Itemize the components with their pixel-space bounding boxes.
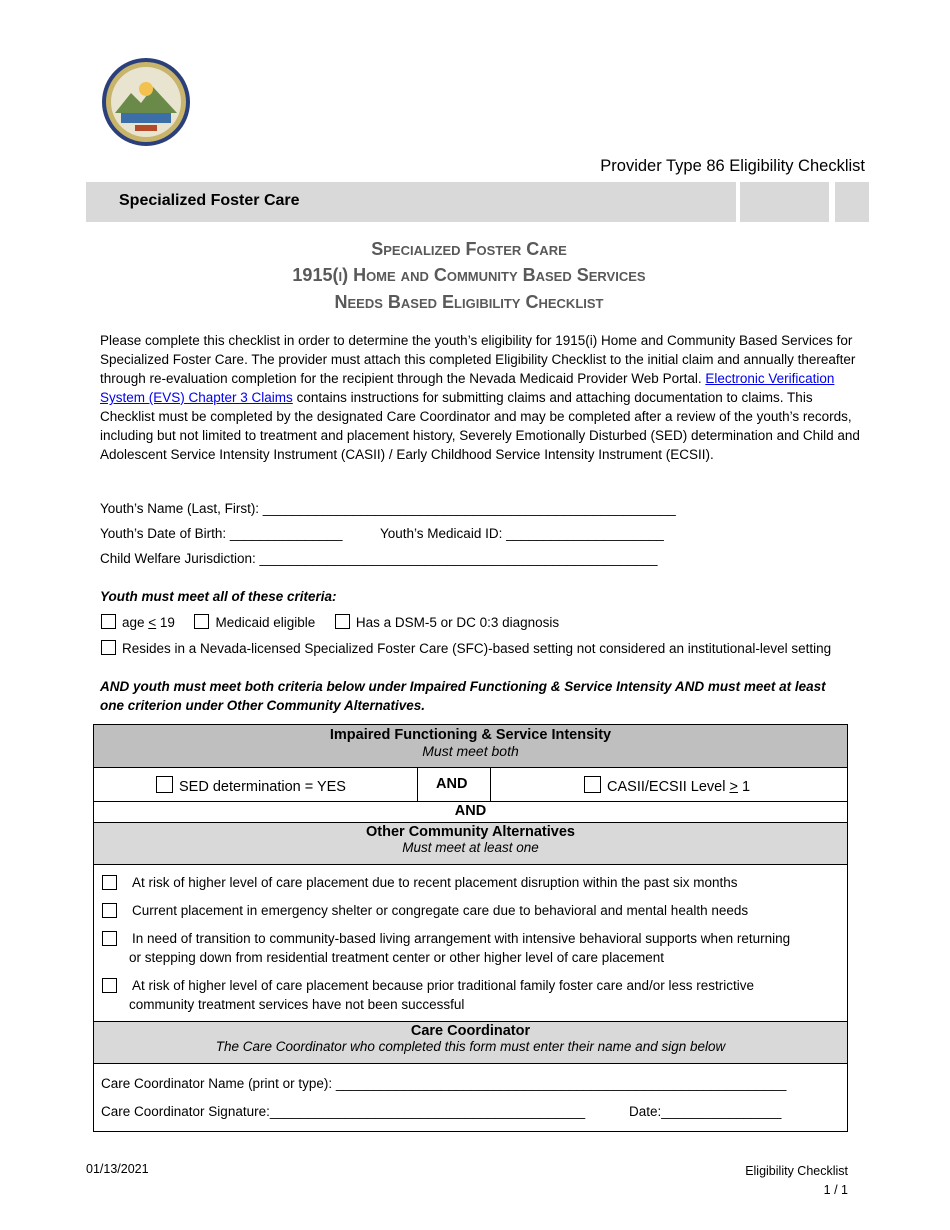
sed-label: SED determination = YES	[179, 779, 346, 795]
jurisdiction-field[interactable]: Child Welfare Jurisdiction: _____________________________________________________	[100, 551, 658, 566]
doc-title-line2: 1915(i) Home and Community Based Services	[292, 265, 646, 285]
option-4-checkbox[interactable]	[102, 978, 117, 993]
and-row: AND	[454, 803, 487, 819]
age-label	[122, 615, 175, 630]
banner-box	[835, 182, 869, 222]
coordinator-subtitle: The Care Coordinator who completed this form must enter their name and sign below	[215, 1039, 726, 1054]
impaired-title: Impaired Functioning & Service Intensity	[329, 727, 612, 743]
medicaid-eligible-checkbox[interactable]	[194, 614, 209, 629]
dob-field[interactable]: Youth’s Date of Birth: _______________	[100, 526, 343, 541]
option-2-text: Current placement in emergency shelter or congregate care due to behavioral and mental health needs	[132, 903, 749, 918]
casii-symbol: >	[729, 779, 738, 795]
sed-cell	[156, 776, 346, 795]
coordinator-name-field[interactable]: Care Coordinator Name (print or type): ____________________________________________________________	[101, 1076, 787, 1091]
criteria-title: Youth must meet all of these criteria:	[100, 589, 337, 604]
casii-value: 1	[737, 779, 751, 795]
sed-checkbox[interactable]	[156, 776, 173, 793]
option-1-text: At risk of higher level of care placement due to recent placement disruption within the past six months	[132, 875, 738, 890]
dsm-diagnosis-label: Has a DSM-5 or DC 0:3 diagnosis	[355, 615, 560, 630]
option-prior-care-failed	[102, 976, 842, 1014]
criteria-row-2	[101, 640, 831, 656]
casii-checkbox[interactable]	[584, 776, 601, 793]
age-symbol: <	[148, 615, 157, 630]
doc-title-line1: Specialized Foster Care	[371, 239, 567, 259]
age-value: 19	[156, 615, 175, 630]
option-3-text-2: or stepping down from residential treatment center or other higher level of care placement	[129, 950, 665, 965]
option-3-text-1: In need of transition to community-based living arrangement with intensive behavioral supports when returning	[132, 931, 791, 946]
footer-page: 1 / 1	[823, 1183, 848, 1197]
doc-title-line3: Needs Based Eligibility Checklist	[334, 292, 604, 312]
and-requirements-note: AND youth must meet both criteria below under Impaired Functioning & Service Intensity AND must meet at least one criterion under Other Community Alternatives.	[100, 679, 826, 713]
criteria-row-1	[101, 614, 559, 630]
evs-claims-link[interactable]: Electronic Verification System (EVS) Chapter 3 Claims	[100, 371, 835, 405]
banner-title: Specialized Foster Care	[119, 192, 300, 209]
intro-text-2: contains instructions for submitting claims and attaching documentation to claims. This Checklist must be completed by the designated Care Coordinator and may be completed after a review of the youth’s records, including but not limited to treatment and placement history, Severely Emotionally Disturbed (SED) determination and Child and Adolescent Service Intensity Instrument (CASII) / Early Childhood Service Intensity Instrument (ECSII).	[100, 390, 860, 462]
other-header	[94, 823, 847, 864]
coordinator-title: Care Coordinator	[410, 1023, 531, 1039]
footer-date: 01/13/2021	[86, 1162, 149, 1176]
resides-label: Resides in a Nevada-licensed Specialized Foster Care (SFC)-based setting not considered an institutional-level setting	[122, 641, 832, 656]
other-title: Other Community Alternatives	[366, 824, 575, 840]
impaired-header	[94, 725, 847, 767]
casii-prefix: CASII/ECSII Level	[607, 779, 730, 795]
coordinator-date-field[interactable]: Date:________________	[629, 1104, 782, 1119]
banner-box	[740, 182, 829, 222]
option-4-text-1: At risk of higher level of care placement because prior traditional family foster care and/or less restrictive	[132, 978, 755, 993]
dsm-diagnosis-checkbox[interactable]	[335, 614, 350, 629]
impaired-subtitle: Must meet both	[422, 743, 519, 759]
option-3-checkbox[interactable]	[102, 931, 117, 946]
intro-paragraph	[100, 331, 860, 464]
medicaid-id-field[interactable]: Youth’s Medicaid ID: _____________________	[380, 526, 664, 541]
nevada-seal-logo	[101, 57, 191, 147]
age-checkbox[interactable]	[101, 614, 116, 629]
intro-text-1: Please complete this checklist in order to determine the youth’s eligibility for 1915(i) Home and Community Based Services for Specialized Foster Care. The provider must attach this completed Eligibility Checklist to the initial claim and annually thereafter through re-evaluation completion for the recipient through the Nevada Medicaid Provider Web Portal.	[100, 333, 856, 386]
youth-name-field[interactable]: Youth’s Name (Last, First): _______________________________________________________	[100, 501, 676, 516]
casii-cell	[584, 776, 750, 795]
resides-checkbox[interactable]	[101, 640, 116, 655]
coordinator-signature-field[interactable]: Care Coordinator Signature:__________________________________________	[101, 1104, 586, 1119]
option-emergency-shelter	[102, 901, 842, 920]
option-placement-disruption	[102, 873, 842, 892]
and-cell: AND	[436, 776, 468, 792]
age-prefix: age	[122, 615, 149, 630]
medicaid-eligible-label: Medicaid eligible	[215, 615, 316, 630]
impaired-criteria-row	[94, 768, 847, 801]
footer-right	[745, 1162, 848, 1200]
option-4-text-2: community treatment services have not been successful	[129, 997, 465, 1012]
option-1-checkbox[interactable]	[102, 875, 117, 890]
option-transition	[102, 929, 842, 967]
provider-type-heading: Provider Type 86 Eligibility Checklist	[600, 157, 865, 175]
other-subtitle: Must meet at least one	[402, 840, 539, 855]
option-2-checkbox[interactable]	[102, 903, 117, 918]
eligibility-table	[93, 724, 848, 1132]
coordinator-header	[94, 1022, 847, 1063]
footer-label: Eligibility Checklist	[745, 1164, 848, 1178]
